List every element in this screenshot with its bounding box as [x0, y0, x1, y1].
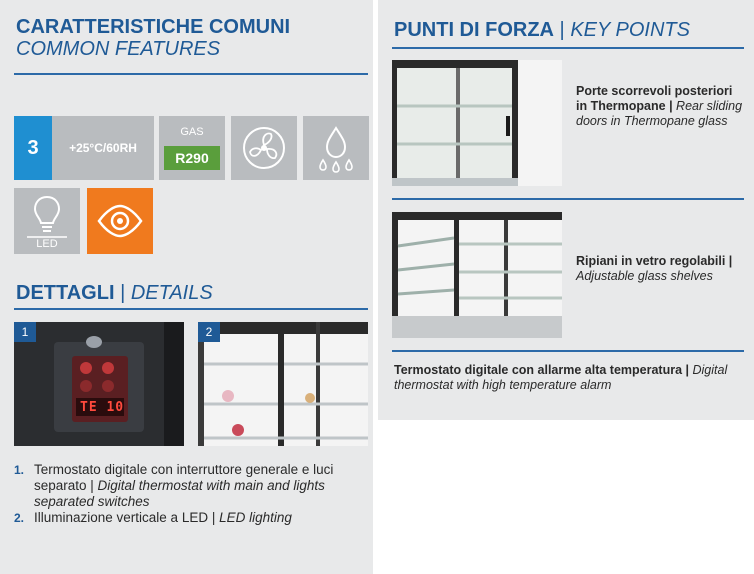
- keypoint-thermostat-alarm-text: Termostato digitale con allarme alta temperatura | Digital thermostat with high temperature alarm: [394, 363, 728, 392]
- list-item: 2. Illuminazione verticale a LED | LED lighting: [14, 510, 292, 525]
- details-divider: [14, 308, 368, 310]
- humidity-tile: [303, 116, 369, 180]
- key-points-panel: [378, 0, 754, 420]
- gas-value: R290: [164, 146, 220, 170]
- humidity-icon: [303, 116, 369, 180]
- key-points-divider: [392, 47, 744, 49]
- glass-shelves-illustration: [392, 212, 562, 338]
- fan-tile: [231, 116, 297, 180]
- keypoint-photo-sliding-doors: [392, 60, 562, 186]
- detail-photo-thermostat: [14, 322, 184, 446]
- climate-class-tile: [52, 116, 154, 180]
- common-features-panel: [0, 0, 373, 574]
- shelves-count: 3: [27, 136, 39, 159]
- list-item: 1. Termostato digitale con interruttore generale e luci separato | Digital thermostat with main and lights separated switches: [14, 462, 334, 509]
- eye-icon: [87, 188, 153, 254]
- features-title: CARATTERISTICHE COMUNI COMMON FEATURES: [16, 16, 291, 60]
- keypoint-sliding-doors-text: Porte scorrevoli posteriori in Thermopane | Rear sliding doors in Thermopane glass: [576, 84, 743, 128]
- climate-class-value: +25°C/60RH: [69, 141, 137, 155]
- keypoint-glass-shelves-text: Ripiani in vetro regolabili | Adjustable glass shelves: [576, 254, 733, 283]
- gas-label: GAS: [180, 126, 204, 138]
- photo-badge-1: 1: [14, 322, 36, 342]
- shelves-count-tile: [14, 116, 52, 180]
- details-title: DETTAGLI | DETAILS: [16, 282, 213, 304]
- sliding-doors-illustration: [392, 60, 562, 186]
- key-points-title: PUNTI DI FORZA | KEY POINTS: [394, 19, 690, 41]
- led-shelves-illustration: [198, 322, 368, 446]
- thermostat-panel-illustration: [14, 322, 184, 446]
- photo-badge-2: 2: [198, 322, 220, 342]
- led-tile: [14, 188, 80, 254]
- features-divider: [14, 73, 368, 75]
- thermostat-display: TE 10: [80, 400, 125, 415]
- keypoint-divider-2: [392, 350, 744, 352]
- keypoint-divider-1: [392, 198, 744, 200]
- led-label: LED: [36, 238, 58, 250]
- gas-tile: [159, 116, 225, 180]
- fan-icon: [231, 116, 297, 180]
- eye-tile: [87, 188, 153, 254]
- details-list: [14, 462, 354, 526]
- keypoint-photo-glass-shelves: [392, 212, 562, 338]
- detail-photo-led-lighting: [198, 322, 368, 446]
